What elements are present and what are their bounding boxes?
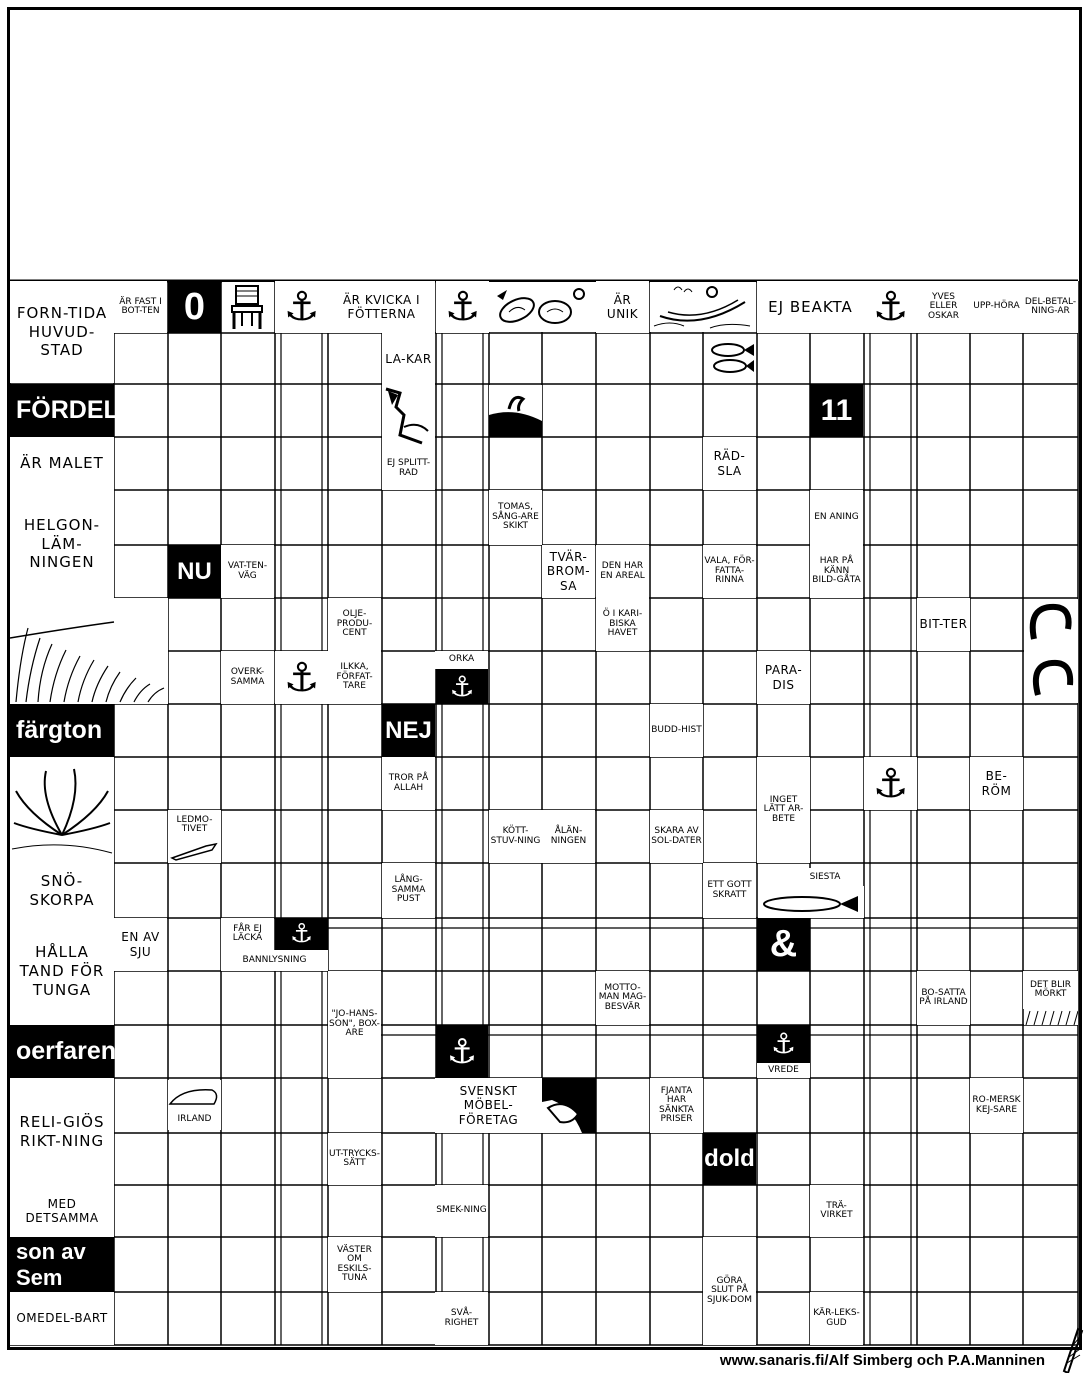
pencil-icon [1058, 1325, 1084, 1377]
clue-tror-pa-allah: TROR PÅ ALLAH [382, 757, 435, 810]
anchor-icon: ⚓ [864, 281, 917, 333]
clue-ar-fast: ÄR FAST I BOT-TEN [114, 281, 167, 333]
clue-svenskt-mobelforetag: SVENSKT MÖBEL-FÖRETAG [435, 1078, 542, 1133]
black-fordel: FÖRDEL [10, 384, 114, 437]
clue-johansson: "JO-HANS-SON", BOX-ARE [328, 971, 381, 1078]
clue-vattenvag: VAT-TEN-VÄG [221, 545, 274, 598]
clue-religios-riktning: RELI-GIÖS RIKT-NING [10, 1078, 114, 1185]
fish-siesta-icon [758, 886, 864, 918]
anchor-icon: ⚓ [275, 651, 328, 704]
black-ampersand: & [757, 918, 810, 971]
bird-silhouette-icon [489, 385, 542, 437]
clue-ej-beakta: EJ BEAKTA [757, 281, 864, 333]
clue-ilkka: ILKKA, FÖRFAT-TARE [328, 651, 381, 704]
black-nu: NU [168, 545, 221, 598]
clue-helgonlamningen: HELGON-LÄM-NINGEN [10, 490, 114, 598]
clue-o-i-karibiska: Ö I KARI-BISKA HAVET [596, 598, 649, 651]
clue-en-av-sju: EN AV SJU [114, 918, 167, 971]
clue-forntida-huvudstad: FORN-TIDA HUVUD-STAD [10, 281, 114, 383]
clue-yves: YVES ELLER OSKAR [917, 281, 970, 333]
clue-irland: IRLAND [168, 1110, 221, 1130]
plant-icon [10, 757, 114, 863]
clue-orka: ORKA [435, 651, 488, 669]
anchor-icon: ⚓ [436, 281, 489, 333]
clue-karleksgud: KÄR-LEKS-GUD [810, 1292, 863, 1345]
credits-footer: www.sanaris.fi/Alf Simberg och P.A.Manninen [719, 1352, 1045, 1369]
clue-smekning: SMEK-NING [435, 1185, 488, 1237]
clue-bitter: BIT-TER [917, 598, 970, 651]
anchor-icon: ⚓ [275, 281, 328, 333]
clue-travirket: TRÄ-VIRKET [810, 1185, 863, 1237]
clue-siesta: SIESTA [790, 868, 860, 888]
clue-den-har-en-areal: DEN HAR EN AREAL [596, 545, 649, 598]
clue-overksamma: OVERK-SAMMA [221, 651, 274, 704]
clue-ej-splittrad: EJ SPLITT-RAD [382, 447, 435, 490]
fish-icon [704, 334, 756, 383]
clue-ett-gott-skratt: ETT GOTT SKRATT [703, 863, 756, 918]
chair-icon [222, 282, 274, 332]
clue-ar-malet: ÄR MALET [10, 437, 114, 490]
clue-buddhist: BUDD-HIST [650, 704, 703, 757]
clue-berom: BE-RÖM [970, 757, 1023, 810]
clue-vala: VALA, FÖR-FATTA-RINNA [703, 545, 756, 598]
clue-tvarbromsa: TVÄR-BROM-SA [542, 545, 595, 598]
clue-skara: SKARA AV SOL-DATER [650, 810, 703, 863]
anchor-icon: ⚓ [757, 1025, 810, 1063]
clue-mottoman: MOTTO-MAN MAG-BESVÄR [596, 971, 649, 1025]
black-zero: 0 [168, 281, 221, 333]
clue-svarighet: SVÅ-RIGHET [435, 1292, 488, 1345]
black-nej: NEJ [382, 704, 435, 757]
clue-ledmotivet: LEDMO-TIVET [168, 810, 221, 840]
clue-oljeproducent: OLJE-PRODU-CENT [328, 598, 381, 651]
black-son-av-sem: son av Sem [10, 1237, 114, 1292]
anchor-icon: ⚓ [436, 1025, 488, 1078]
anchor-icon: ⚓ [864, 757, 917, 810]
clue-har-pa-kann: HAR PÅ KÄNN BILD-GÅTA [810, 545, 863, 598]
anchor-icon: ⚓ [275, 918, 328, 950]
black-eleven: 11 [810, 384, 863, 437]
clue-kottstuvning: KÖTT-STUV-NING [489, 810, 542, 863]
clue-inget-latt-arbete: INGET LÄTT AR-BETE [757, 757, 810, 863]
clue-snoskorpa: SNÖ-SKORPA [10, 863, 114, 918]
clue-delbetalningar: DEL-BETAL-NING-AR [1023, 281, 1078, 333]
clue-vaster-om-eskilstuna: VÄSTER OM ESKILS-TUNA [328, 1237, 381, 1292]
clue-uttryckssatt: UT-TRYCKS-SÄTT [328, 1133, 381, 1185]
rowboat-icon [650, 282, 756, 332]
clue-bannlysning: BANNLYSNING [221, 950, 328, 971]
hand-icon [382, 385, 435, 447]
pointing-hand-icon [542, 1078, 596, 1133]
knife-icon [168, 840, 221, 863]
clue-ar-unik: ÄR UNIK [596, 281, 649, 333]
clue-lakar: LA-KAR [382, 333, 435, 385]
clue-langsamma-pust: LÅNG-SAMMA PUST [382, 863, 435, 918]
clue-tomas: TOMAS, SÅNG-ARE SKIKT [489, 490, 542, 545]
black-fargton: färgton [10, 704, 114, 757]
black-dold: dold [703, 1133, 756, 1185]
grass-icon [1024, 1009, 1078, 1025]
clue-far-ej-lacka: FÅR EJ LÄCKA [221, 918, 274, 950]
clue-bosatta: BO-SATTA PÅ IRLAND [917, 971, 970, 1025]
anchor-icon: ⚓ [436, 669, 488, 704]
clue-vrede: VREDE [757, 1063, 810, 1078]
clue-alanningen: ÅLÄN-NINGEN [542, 810, 595, 863]
clue-romersk-kejsare: RO-MERSK KEJ-SARE [970, 1078, 1023, 1133]
clue-halla-tand: HÅLLA TAND FÖR TUNGA [10, 918, 114, 1025]
birds-icon [489, 282, 596, 332]
clue-det-blir-morkt: DET BLIR MÖRKT [1023, 971, 1078, 1009]
clue-en-aning: EN ANING [810, 490, 863, 545]
clue-med-detsamma: MED DETSAMMA [10, 1185, 114, 1237]
clue-gora-slut: GÖRA SLUT PÅ SJUK-DOM [703, 1237, 756, 1345]
clue-omedelbart: OMEDEL-BART [10, 1292, 114, 1345]
horseshoe-icon [1024, 599, 1078, 703]
island-icon [168, 1080, 221, 1110]
clue-fjanta: FJANTA HAR SÄNKTA PRISER [650, 1078, 703, 1133]
clue-ar-kvicka: ÄR KVICKA I FÖTTERNA [328, 281, 435, 333]
clue-paradis: PARA-DIS [757, 651, 810, 704]
clue-radsla: RÄD-SLA [703, 437, 756, 490]
clue-uppora: UPP-HÖRA [970, 281, 1023, 333]
reeds-icon [10, 598, 168, 704]
black-oerfaren: oerfaren [10, 1025, 114, 1078]
